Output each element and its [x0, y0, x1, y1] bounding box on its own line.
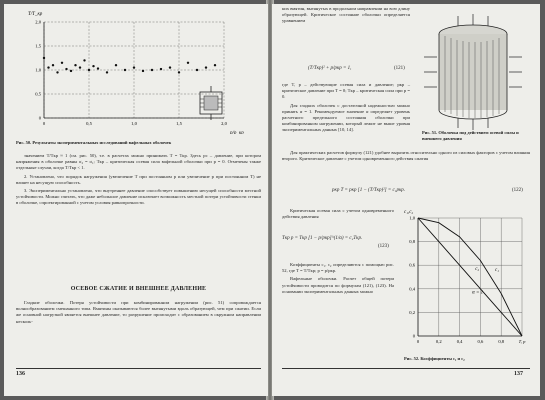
figure-52-x-tick: 0,4 [456, 339, 463, 344]
figure-52-y-tick: 1,0 [409, 215, 415, 221]
left-paragraph-2: 2. Установлено, что порядок нагружения (увеличение T при постоянном p или увеличение p при постоянном T) не влияет на несущую способность. [16, 173, 261, 185]
formula-122: pкр T = pкр [1 − (T/Tкр)²] = c₁pкр. [332, 188, 406, 193]
figure-52-curve-label: c₂ [475, 266, 480, 272]
figure-52-curve-label: α = 1 [472, 290, 484, 296]
left-body-text [16, 153, 261, 207]
left-footer-rule [16, 368, 261, 369]
figure-50-data-point [151, 69, 153, 71]
figure-50-data-point [169, 66, 171, 68]
figure-50-data-point [187, 62, 189, 64]
page-number-137: 137 [514, 371, 523, 377]
right-paragraph-3: Для гладких оболочек с достаточной надежностью можно принять α = 1. Рекомендуемое значение α определяет уровень расчетного предельного состояния оболочки при комбинированном нагружении, который лежит не выше уровня экспериментальных данных [10, 14]. [282, 102, 410, 133]
figure-50-data-point [133, 66, 135, 68]
formula-122-number: (122) [512, 188, 523, 193]
left-paragraph-4: Гладкие оболочки. Потеря устойчивости при комбинированном нагружении (рис. 51) сопровождается волнообразованием смешанного типа. Вмятины оказываются более вытянутыми вдоль образующей, чем при сжатии. Если же основной нагрузкой является внешнее давление, то разрушение происходит с образованием в окружном направлении несколь- [16, 300, 261, 324]
figure-52-chart [396, 204, 536, 354]
figure-50-data-point [196, 69, 198, 71]
figure-50-data-point [52, 64, 54, 66]
figure-50-data-point [205, 66, 207, 68]
figure-50-data-point [142, 70, 144, 72]
figure-50-y-tick: 0 [38, 115, 41, 121]
figure-50-data-point [56, 71, 58, 73]
figure-50-y-axis-label: T/T_кр [28, 12, 43, 17]
figure-50-specimen-drawing [200, 86, 222, 120]
figure-50-data-point [214, 64, 216, 66]
right-paragraph-6: Коэффициенты c₁, c₂ определяются с помощью рис. 52, где T = T/Tкр; p = p/pкр. [282, 262, 394, 274]
figure-52-plot [409, 216, 526, 346]
figure-50-chart [4, 4, 268, 134]
figure-52-x-tick: 0,8 [498, 339, 505, 344]
figure-50-x-tick: 0,5 [86, 121, 92, 126]
right-full-text [282, 150, 530, 162]
right-mid-text [282, 82, 410, 134]
figure-52-curve-c2 [418, 218, 522, 336]
figure-52-y-tick: 0,4 [409, 286, 415, 292]
figure-52-y-tick: 0,2 [409, 309, 415, 315]
formula-123: Tкр p = Tкр [1 − p/pкр]^(1/α) = c₂Tкр. [282, 236, 363, 241]
figure-50-data-point [83, 59, 85, 61]
right-paragraph-4: Для практических расчетов формулу (121) удобнее выразить относительно одного из силовых факторов с учетом влияния второго. Критическое давление с учетом одновременного действия сжатия [282, 150, 530, 162]
left-body-text-2 [16, 300, 261, 325]
figure-52-x-tick: 0 [416, 339, 420, 344]
figure-52-x-tick: T, p [518, 339, 526, 344]
right-paragraph-2: где T, p – действующие осевая сила и давление; pкр – критическое давление при T = 0; Tкр – критическая сила при p = 0. [282, 82, 410, 100]
left-paragraph-1: значением T/Tкр ≈ 1 (см. рис. 50), т.е. в расчетах можно принимать T = Tкр. Здесь pс – давление, при котором напряжения в оболочке равны σ₂ = σ₁; Tкр – критическая осевая сила вафельной оболочки при p = 0. Отмечены также отдельные случаи, когда T/Tкр < 1. [16, 153, 261, 171]
right-lower-text-1 [282, 208, 394, 220]
figure-50-x-tick: 1,5 [176, 121, 182, 126]
figure-50-data-point [61, 62, 63, 64]
left-paragraph-3: 3. Экспериментально установлено, что внутреннее давление способствует повышению несущей способности местной устойчивости. Можно считать, что даже небольшое давление исключает возможность местной потери устойчивости стенки в оболочке, спроектированной с учетом условия равнопрочности. [16, 188, 261, 206]
figure-50-data-point [43, 57, 45, 59]
figure-50-y-tick: 0,5 [35, 91, 41, 97]
figure-52-y-axis-label: c₁,c₂ [404, 210, 414, 215]
figure-52-y-tick: 0 [412, 333, 415, 339]
figure-50-x-tick: 1,0 [131, 121, 137, 126]
figure-52-x-tick: 0,6 [477, 339, 484, 344]
figure-50-data-point [97, 67, 99, 69]
figure-50-plot [35, 20, 227, 128]
figure-52-x-tick: 0,2 [435, 339, 442, 344]
figure-50-x-tick: 2,0 [221, 121, 227, 126]
figure-50-y-tick: 1,0 [35, 67, 41, 73]
formula-123-number: (123) [378, 244, 389, 249]
figure-50-y-tick: 1,5 [35, 43, 41, 49]
figure-50-caption: Рис. 50. Результаты экспериментальных исследований вафельных оболочек [16, 140, 172, 145]
formula-121-number: (121) [394, 66, 405, 71]
figure-50-data-point [79, 66, 81, 68]
figure-52-y-tick: 0,6 [409, 262, 415, 268]
figure-50-data-point [124, 69, 126, 71]
right-paragraph-7: Вафельные оболочки. Расчет общей потери устойчивости проводится по формулам (121), (123). На основании экспериментальных данных можно [282, 276, 394, 294]
figure-50-data-point [47, 66, 49, 68]
right-paragraph-5: Критическая осевая сила с учетом одновременного действия давления [282, 208, 394, 220]
figure-50-y-tick: 2,0 [35, 19, 41, 25]
figure-51-drawing [418, 12, 528, 132]
figure-50-data-point [178, 71, 180, 73]
right-paragraph-1: ких вмятин, вытянутых в продольном направлении на всю длину образующей. Критическое состояние оболочки определяется уравнением [282, 6, 410, 24]
figure-50-data-point [115, 64, 117, 66]
figure-50-data-point [160, 68, 162, 70]
figure-50-x-tick: 0 [42, 121, 46, 126]
page-number-136: 136 [16, 371, 25, 377]
right-footer-rule [282, 368, 530, 369]
figure-50-data-point [65, 68, 67, 70]
figure-50-data-point [74, 64, 76, 66]
figure-52-curve-label: c₁ [494, 268, 499, 274]
page-136 [4, 4, 268, 396]
page-137 [272, 4, 540, 396]
right-top-text [282, 6, 410, 25]
figure-50-x-axis-label: p/p_кр [230, 131, 244, 134]
figure-52-y-tick: 0,8 [409, 239, 415, 245]
section-heading: ОСЕВОЕ СЖАТИЕ И ВНЕШНЕЕ ДАВЛЕНИЕ [70, 286, 207, 292]
figure-50-data-point [92, 65, 94, 67]
figure-50-data-point [88, 69, 90, 71]
formula-121: (T/Tкр)² + p/pкр = 1, [308, 66, 352, 71]
figure-52-caption: Рис. 52. Коэффициенты c₁ и c₂ [404, 356, 465, 361]
figure-51-caption: Рис. 51. Оболочка под действием осевой силы и внешнего давления [422, 130, 519, 141]
right-lower-text-2 [282, 262, 394, 295]
figure-50-data-point [70, 70, 72, 72]
figure-50-data-point [106, 71, 108, 73]
